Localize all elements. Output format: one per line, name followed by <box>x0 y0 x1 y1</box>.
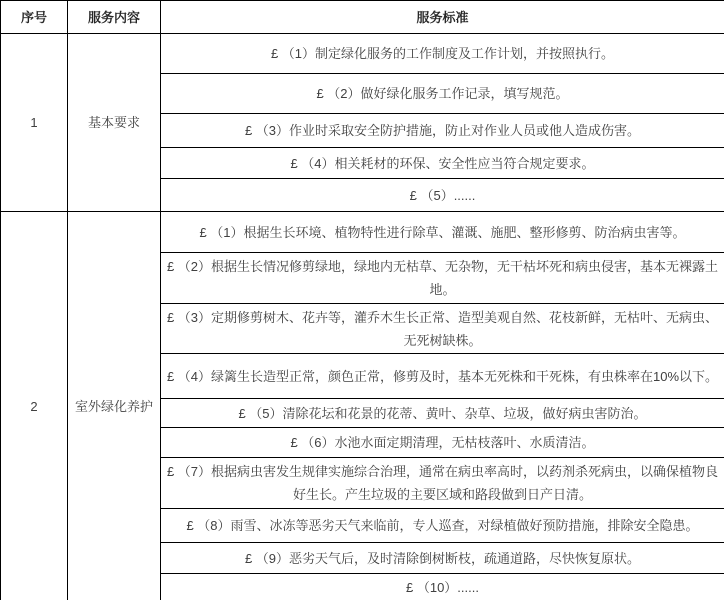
table-header-row <box>1 1 724 34</box>
section-1-service-content: 基本要求 <box>68 34 161 212</box>
standard-item: £ （1）根据生长环境、植物特性进行除草、灌溉、施肥、整形修剪、防治病虫害等。 <box>161 212 724 253</box>
standard-item: £ （5）清除花坛和花景的花蒂、黄叶、杂草、垃圾，做好病虫害防治。 <box>161 399 724 428</box>
section-2-serial-number: 2 <box>1 212 68 600</box>
header-service-content: 服务内容 <box>68 1 161 34</box>
standard-item: £ （7）根据病虫害发生规律实施综合治理，通常在病虫率高时，以药剂杀死病虫，以确保植物良好生长。产生垃圾的主要区域和路段做到日产日清。 <box>161 458 724 509</box>
standard-item: £ （10）...... <box>161 574 724 600</box>
standard-item: £ （4）绿篱生长造型正常，颜色正常，修剪及时，基本无死株和干死株，有虫株率在10%以下。 <box>161 354 724 399</box>
standard-item: £ （3）定期修剪树木、花卉等，灌乔木生长正常、造型美观自然、花枝新鲜，无枯叶、无病虫、无死树缺株。 <box>161 304 724 354</box>
standard-item: £ （3）作业时采取安全防护措施，防止对作业人员或他人造成伤害。 <box>161 114 724 148</box>
standard-item: £ （2）根据生长情况修剪绿地，绿地内无枯草、无杂物，无干枯坏死和病虫侵害，基本无裸露土地。 <box>161 253 724 304</box>
standard-item: £ （5）...... <box>161 179 724 212</box>
table-row <box>1 34 724 74</box>
standard-item: £ （8）雨雪、冰冻等恶劣天气来临前，专人巡查，对绿植做好预防措施，排除安全隐患。 <box>161 509 724 543</box>
section-2-service-content: 室外绿化养护 <box>68 212 161 600</box>
section-1-serial-number: 1 <box>1 34 68 212</box>
header-serial-number: 序号 <box>1 1 68 34</box>
table-row <box>1 212 724 253</box>
standard-item: £ （2）做好绿化服务工作记录，填写规范。 <box>161 74 724 114</box>
header-service-standard: 服务标准 <box>161 1 724 34</box>
standard-item: £ （6）水池水面定期清理，无枯枝落叶、水质清洁。 <box>161 428 724 458</box>
standard-item: £ （4）相关耗材的环保、安全性应当符合规定要求。 <box>161 148 724 179</box>
standard-item: £ （1）制定绿化服务的工作制度及工作计划，并按照执行。 <box>161 34 724 74</box>
standard-item: £ （9）恶劣天气后，及时清除倒树断枝，疏通道路，尽快恢复原状。 <box>161 543 724 574</box>
